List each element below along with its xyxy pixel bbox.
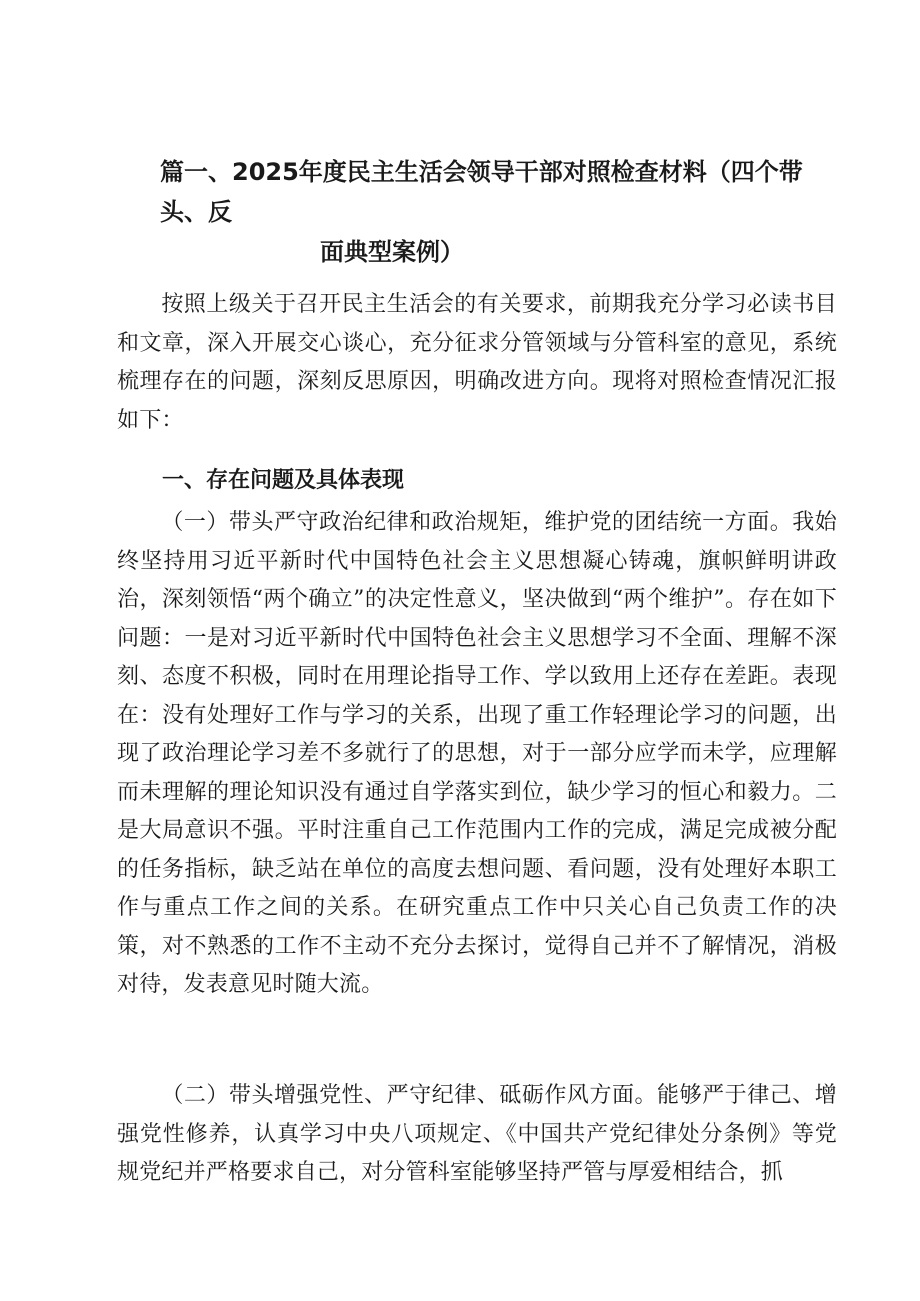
intro-paragraph-text: 按照上级关于召开民主生活会的有关要求，前期我充分学习必读书目和文章，深入开展交心谈心，充分征求分管领域与分管科室的意见，系统梳理存在的问题，深刻反思原因，明确改进方向。现将对照检查情况汇报如下： <box>117 292 837 433</box>
paragraph-item-1 <box>117 504 837 1005</box>
title-line-1: 篇一、2025年度民主生活会领导干部对照检查材料（四个带头、反 <box>160 158 803 226</box>
section-heading: 一、存在问题及具体表现 <box>162 468 405 493</box>
paragraph-item-2-text: （二）带头增强党性、严守纪律、砥砺作风方面。能够严于律己、增强党性修养，认真学习中央八项规定、《中国共产党纪律处分条例》等党规党纪并严格要求自己，对分管科室能够坚持严管与厚爱相结合，抓 <box>117 1083 837 1185</box>
intro-paragraph <box>117 286 837 440</box>
paragraph-item-2 <box>117 1077 837 1193</box>
paragraph-item-1-text: （一）带头严守政治纪律和政治规矩，维护党的团结统一方面。我始终坚持用习近平新时代中国特色社会主义思想凝心铸魂，旗帜鲜明讲政治，深刻领悟“两个确立”的决定性意义，坚决做到“两个维护”。存在如下问题：一是对习近平新时代中国特色社会主义思想学习不全面、理解不深刻、态度不积极，同时在用理论指导工作、学以致用上还存在差距。表现在：没有处理好工作与学习的关系，出现了重工作轻理论学习的问题，出现了政治理论学习差不多就行了的思想，对于一部分应学而未学，应理解而未理解的理论知识没有通过自学落实到位，缺少学习的恒心和毅力。二是大局意识不强。平时注重自己工作范围内工作的完成，满足完成被分配的任务指标，缺乏站在单位的高度去想问题、看问题，没有处理好本职工作与重点工作之间的关系。在研究重点工作中只关心自己负责工作的决策，对不熟悉的工作不主动不充分去探讨，觉得自己并不了解情况，消极对待，发表意见时随大流。 <box>117 510 837 997</box>
title-line-2: 面典型案例） <box>320 238 464 266</box>
document-title <box>160 152 840 272</box>
